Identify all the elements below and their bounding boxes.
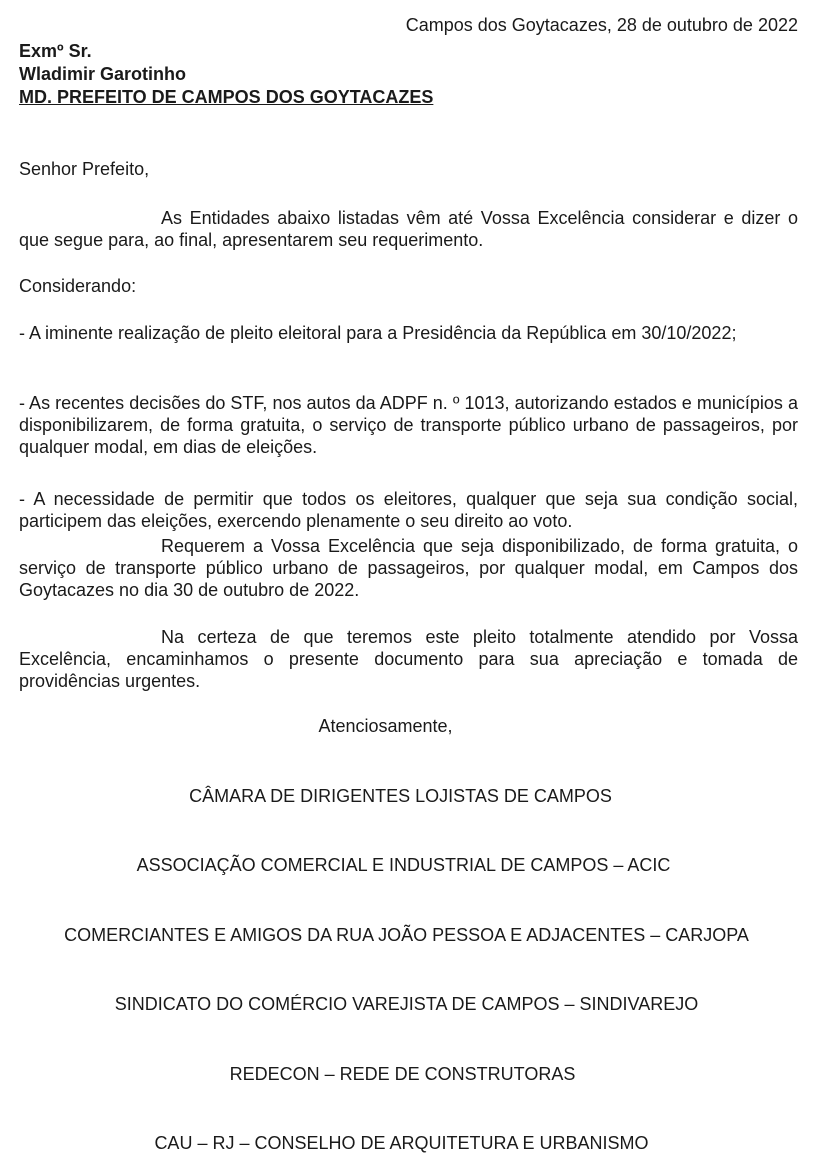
- considering-label: Considerando:: [19, 276, 137, 296]
- entity-name: SINDICATO DO COMÉRCIO VAREJISTA DE CAMPOS – SINDIVAREJO: [114, 994, 699, 1014]
- place-date: Campos dos Goytacazes, 28 de outubro de 2022: [405, 15, 798, 35]
- addressee-role: MD. PREFEITO DE CAMPOS DOS GOYTACAZES: [19, 87, 434, 107]
- consideration-item: - As recentes decisões do STF, nos autos da ADPF n. º 1013, autorizando estados e municípios a disponibilizarem, de forma gratuita, o serviço de transporte público urbano de passageiros, por qualquer modal, em dias de eleições.: [19, 393, 798, 457]
- consideration-item: - A necessidade de permitir que todos os eleitores, qualquer que seja sua condição social, participem das eleições, exercendo plenamente o seu direito ao voto.: [19, 489, 798, 531]
- entity-name: CAU – RJ – CONSELHO DE ARQUITETURA E URBANISMO: [154, 1133, 649, 1153]
- addressee-block: [19, 40, 433, 109]
- request-paragraph: Requerem a Vossa Excelência que seja disponibilizado, de forma gratuita, o serviço de transporte público urbano de passageiros, por qualquer modal, em Campos dos Goytacazes no dia 30 de outubro de 2022.: [19, 536, 798, 600]
- closing-paragraph: Na certeza de que teremos este pleito totalmente atendido por Vossa Excelência, encaminhamos o presente documento para sua apreciação e tomada de providências urgentes.: [19, 627, 798, 691]
- entity-name: ASSOCIAÇÃO COMERCIAL E INDUSTRIAL DE CAMPOS – ACIC: [136, 855, 671, 875]
- entity-name: REDECON – REDE DE CONSTRUTORAS: [229, 1064, 576, 1084]
- entity-name: CÂMARA DE DIRIGENTES LOJISTAS DE CAMPOS: [189, 786, 612, 806]
- intro-paragraph: As Entidades abaixo listadas vêm até Vossa Excelência considerar e dizer o que segue para, ao final, apresentarem seu requerimento.: [19, 208, 798, 250]
- greeting: Senhor Prefeito,: [19, 159, 150, 179]
- addressee-name: Wladimir Garotinho: [19, 64, 187, 84]
- consideration-item: - A iminente realização de pleito eleitoral para a Presidência da República em 30/10/2022;: [19, 323, 737, 343]
- entity-name: COMERCIANTES E AMIGOS DA RUA JOÃO PESSOA E ADJACENTES – CARJOPA: [64, 925, 749, 945]
- sign-off: Atenciosamente,: [318, 716, 453, 736]
- addressee-title: Exmº Sr.: [19, 41, 92, 61]
